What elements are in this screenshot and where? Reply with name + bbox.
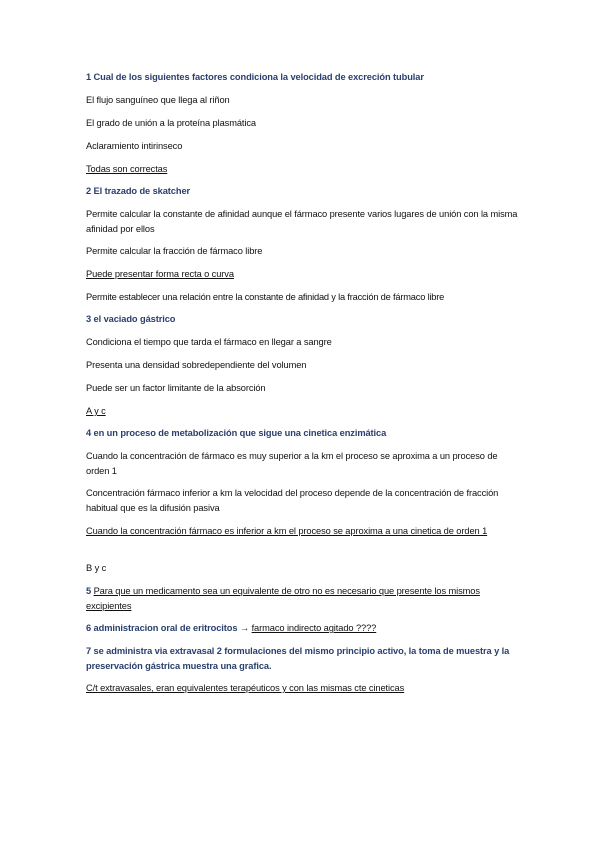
q4-option-c-answer: Cuando la concentración fármaco es inferior a km el proceso se aproxima a una cinetica de orden 1 xyxy=(86,526,488,536)
question-1-title: 1 Cual de los siguientes factores condiciona la velocidad de excreción tubular xyxy=(86,72,424,82)
question-6-answer: farmaco indirecto agitado ???? xyxy=(251,623,377,633)
q2-option-c-answer: Puede presentar forma recta o curva xyxy=(86,269,234,279)
question-5 xyxy=(86,584,506,614)
question-4-title: 4 en un proceso de metabolización que sigue una cinetica enzimática xyxy=(86,428,387,438)
q4-option-b: Concentración fármaco inferior a km la velocidad del proceso depende de la concentración de fracción habitual que es la difusión pasiva xyxy=(86,488,499,513)
q4-option-a: Cuando la concentración de fármaco es muy superior a la km el proceso se aproxima a un proceso de orden 1 xyxy=(86,451,498,476)
q1-option-d-answer: Todas son correctas xyxy=(86,164,168,174)
q3-option-a: Condiciona el tiempo que tarda el fármaco en llegar a sangre xyxy=(86,337,332,347)
right-arrow-icon: → xyxy=(239,623,250,633)
q1-option-b: El grado de unión a la proteína plasmática xyxy=(86,118,256,128)
question-5-number: 5 xyxy=(86,586,92,596)
q2-option-d: Permite establecer una relación entre la constante de afinidad y la fracción de fármaco libre xyxy=(86,292,445,302)
question-5-text: Para que un medicamento sea un equivalente de otro no es necesario que presente los mismos excipientes xyxy=(86,586,480,611)
question-2-title: 2 El trazado de skatcher xyxy=(86,186,191,196)
q1-option-c: Aclaramiento intirinseco xyxy=(86,141,183,151)
q1-option-a: El flujo sanguíneo que llega al riñon xyxy=(86,95,230,105)
question-3-title: 3 el vaciado gástrico xyxy=(86,314,176,324)
q2-option-a: Permite calcular la constante de afinidad aunque el fármaco presente varios lugares de unión con la misma afinidad por ellos xyxy=(86,209,518,234)
q3-option-b: Presenta una densidad sobredependiente del volumen xyxy=(86,360,307,370)
question-7-title: 7 se administra via extravasal 2 formulaciones del mismo principio activo, la toma de muestra y la preservación gástrica muestra una grafica. xyxy=(86,646,510,671)
q2-option-b: Permite calcular la fracción de fármaco libre xyxy=(86,246,263,256)
question-6 xyxy=(86,621,526,636)
q3-option-d-answer: A y c xyxy=(86,406,106,416)
q4-option-d: B y c xyxy=(86,563,107,573)
question-7-answer: C/t extravasales, eran equivalentes terapéuticos y con las mismas cte cineticas xyxy=(86,683,405,693)
question-6-title: 6 administracion oral de eritrocitos xyxy=(86,623,238,633)
q3-option-c: Puede ser un factor limitante de la absorción xyxy=(86,383,266,393)
